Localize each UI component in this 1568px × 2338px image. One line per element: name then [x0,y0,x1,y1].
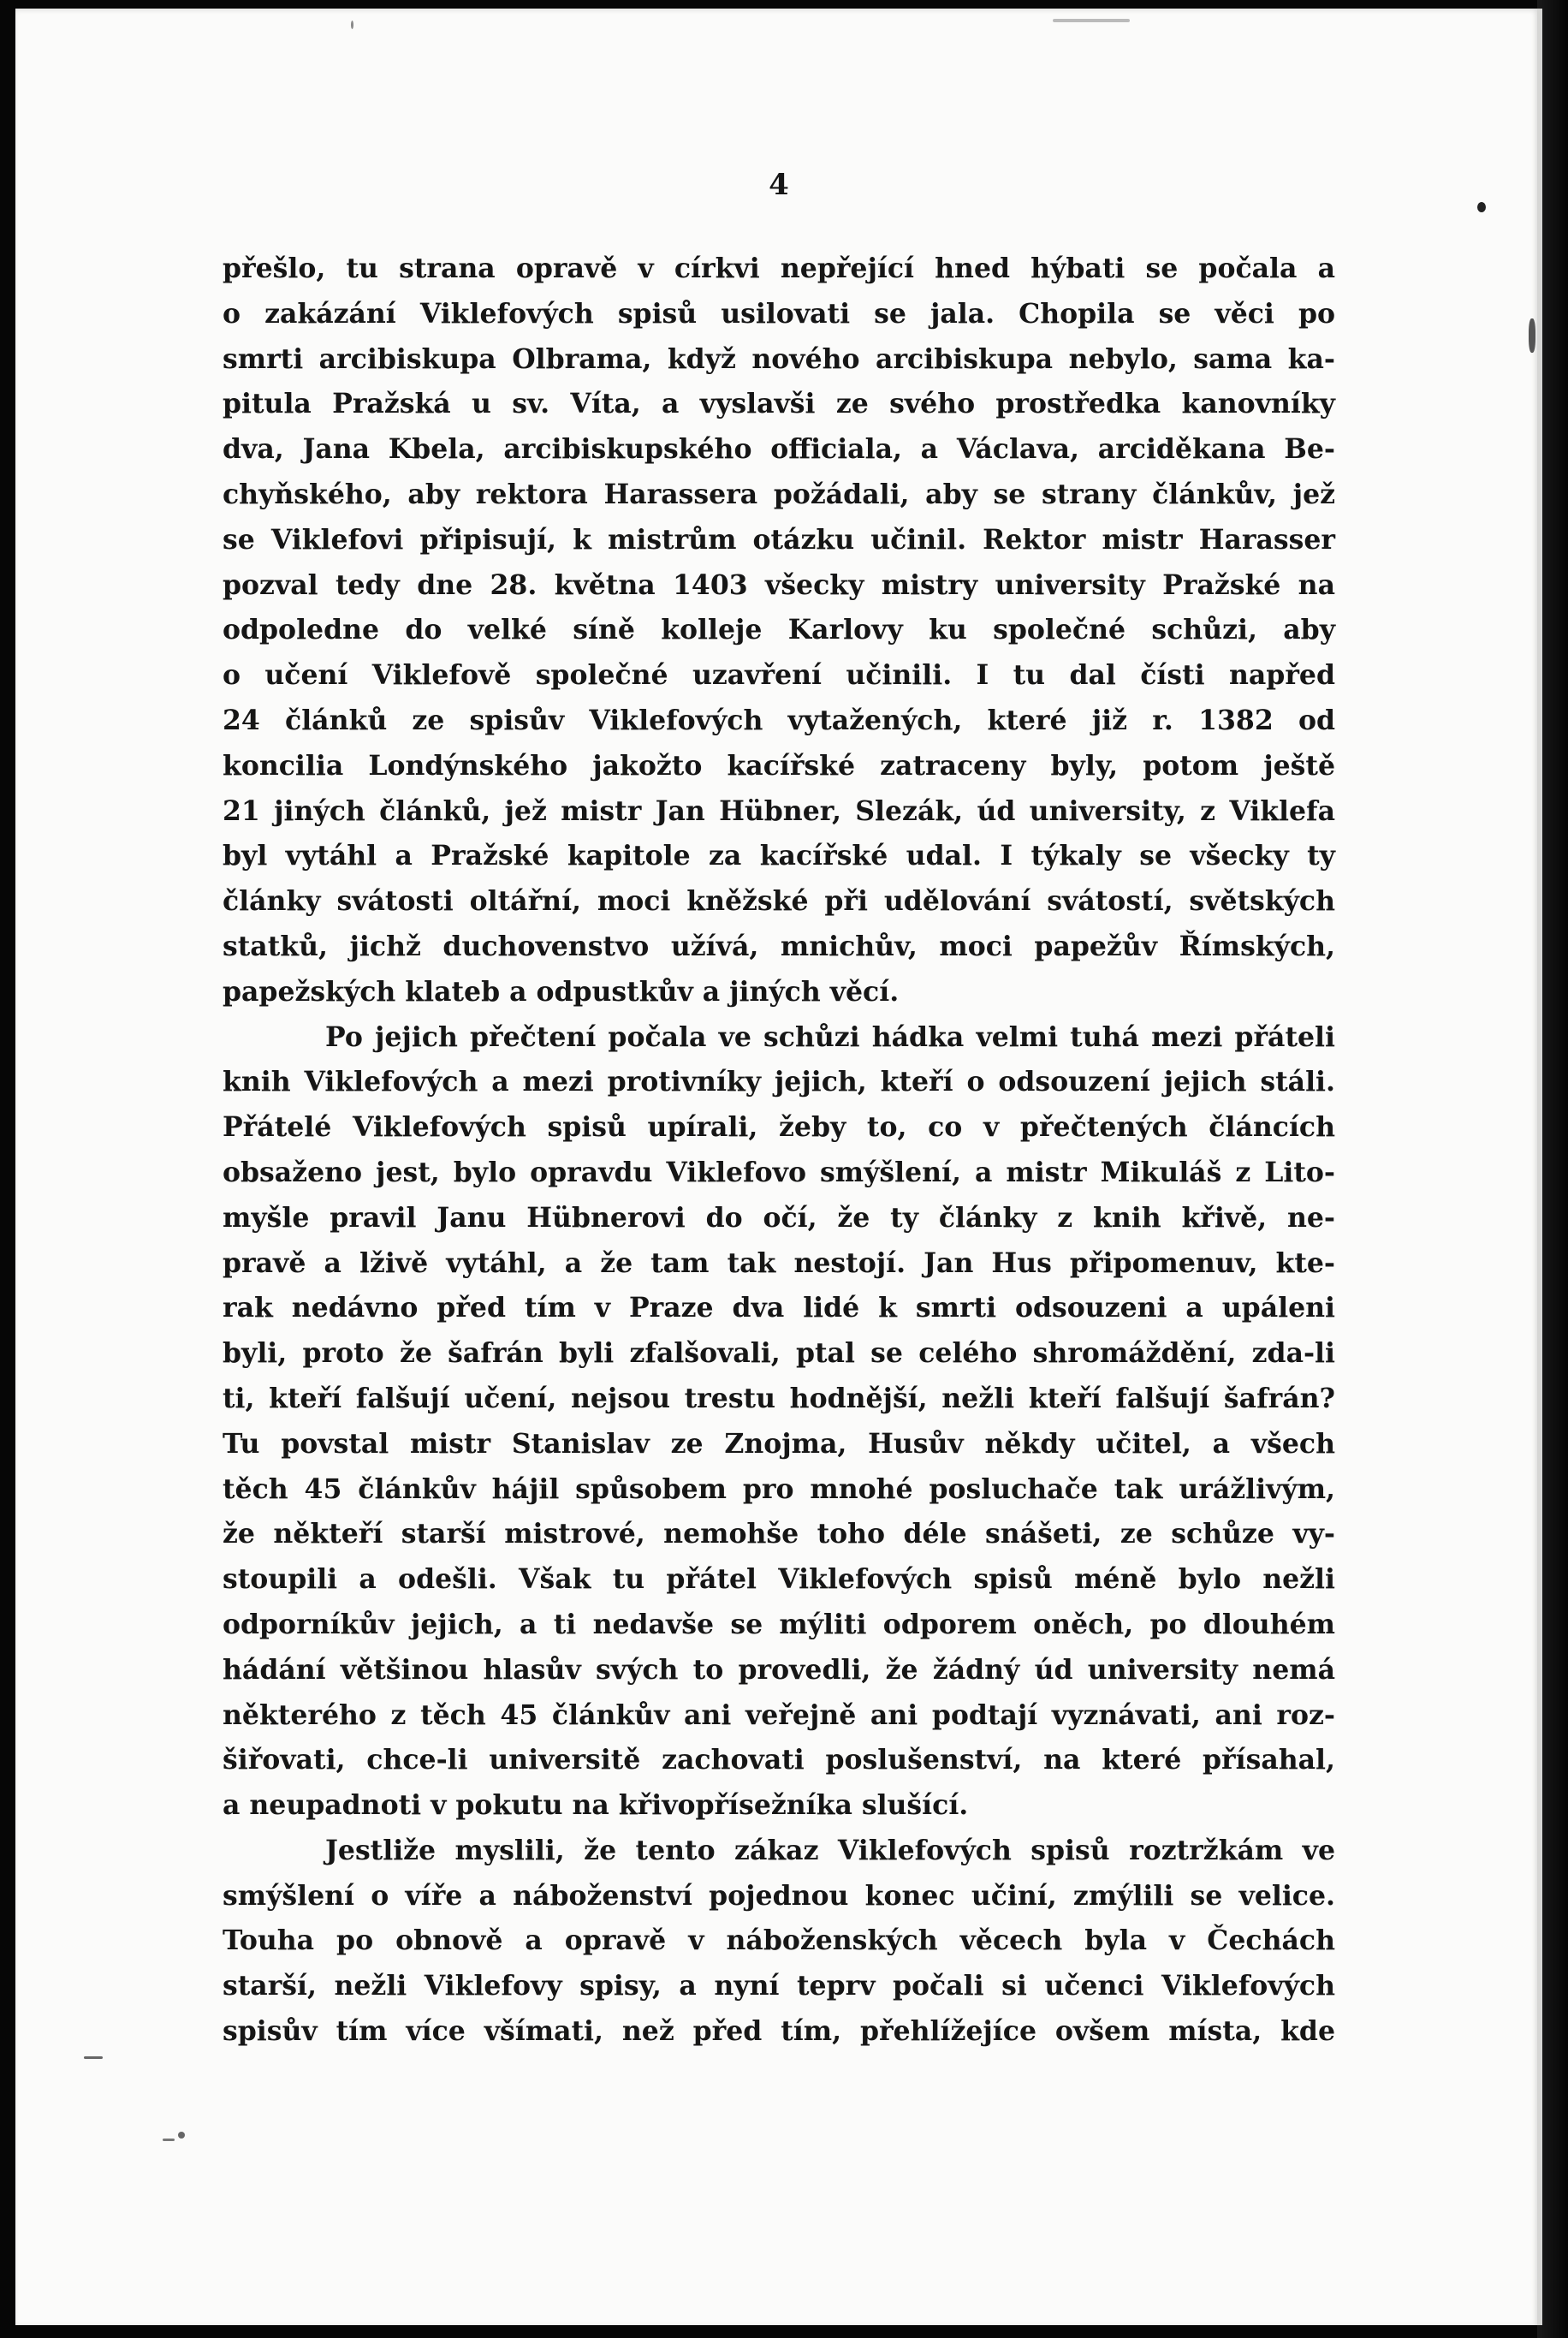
scan-speck [351,21,353,29]
text-line: 21 jiných článků, jež mistr Jan Hübner, Slezák, úd university, z Viklefa [223,794,1335,827]
text-line: 24 článků ze spisův Viklefových vytažených, které již r. 1382 od [223,704,1335,736]
text-line: stoupili a odešli. Však tu přátel Viklefových spisů méně bylo nežli [223,1563,1335,1596]
text-line: Přátelé Viklefových spisů upírali, žeby to, co v přečtených článcích [223,1111,1335,1144]
text-line: byli, proto že šafrán byli zfalšovali, ptal se celého shromáždění, zda-li [223,1337,1335,1370]
text-line: rak nedávno před tím v Praze dva lidé k smrti odsouzeni a upáleni [223,1292,1335,1324]
text-line: byl vytáhl a Pražské kapitole za kacířské udal. I týkaly se všecky ty [223,840,1335,872]
text-line: obsaženo jest, bylo opravdu Viklefovo smýšlení, a mistr Mikuláš z Lito- [223,1156,1335,1188]
text-line: hádání většinou hlasův svých to provedli, že žádný úd university nemá [223,1653,1335,1686]
text-line: těch 45 článkův hájil spůsobem pro mnohé posluchače tak urážlivým, [223,1472,1335,1505]
text-line: některého z těch 45 článkův ani veřejně ani podtají vyznávati, ani roz- [223,1698,1335,1731]
text-line: chyňského, aby rektora Harassera požádali, aby se strany článkův, jež [223,478,1335,510]
text-line: statků, jichž duchovenstvo užívá, mnichův, moci papežův Římských, [223,930,1335,962]
text-line: pitula Pražská u sv. Víta, a vyslavši ze svého prostředka kanovníky [223,388,1335,420]
text-line: o zakázání Viklefových spisů usilovati se jala. Chopila se věci po [223,297,1335,330]
text-line: že někteří starší mistrové, nemohše toho déle snášeti, ze schůze vy- [223,1518,1335,1550]
text-line: pravě a lživě vytáhl, a že tam tak nestojí. Jan Hus připomenuv, kte- [223,1246,1335,1279]
scan-speck [163,2139,175,2141]
text-line: papežských klateb a odpustkův a jiných věcí. [223,975,900,1008]
page-number: 4 [769,168,789,202]
text-line: Po jejich přečtení počala ve schůzi hádka velmi tuhá mezi přáteli [325,1020,1335,1053]
text-line: myšle pravil Janu Hübnerovi do očí, že ty články z knih křivě, ne- [223,1201,1335,1234]
paragraph-1 [223,247,1335,1015]
text-line: smýšlení o víře a náboženství pojednou konec učiní, zmýlili se velice. [223,1879,1335,1912]
text-line: dva, Jana Kbela, arcibiskupského officiala, a Václava, arciděkana Be- [223,433,1335,466]
text-line: knih Viklefových a mezi protivníky jejich, kteří o odsouzení jejich stáli. [223,1066,1335,1098]
scan-speck [178,2132,185,2139]
text-line: o učení Viklefově společné uzavření učinili. I tu dal čísti napřed [223,659,1335,692]
scan-speck [1477,202,1486,212]
text-line: se Viklefovi připisují, k mistrům otázku učinil. Rektor mistr Harasser [223,523,1335,556]
text-line: Jestliže myslili, že tento zákaz Viklefových spisů roztržkám ve [325,1834,1335,1866]
text-line: přešlo, tu strana opravě v církvi nepřející hned hýbati se počala a [223,253,1335,284]
text-line: ti, kteří falšují učení, nejsou trestu hodnější, nežli kteří falšují šafrán? [223,1382,1335,1414]
text-line: a neupadnoti v pokutu na křivopřísežníka slušící. [223,1789,969,1822]
text-line: články svátosti oltářní, moci kněžské při udělování svátostí, světských [223,885,1335,918]
text-line: spisův tím více všímati, než před tím, přehlížejíce ovšem místa, kde [223,2015,1335,2048]
text-line: Touha po obnově a opravě v náboženských věcech byla v Čechách [223,1925,1335,1957]
text-line: pozval tedy dne 28. května 1403 všecky mistry university Pražské na [223,568,1335,601]
scan-speck [1053,19,1130,22]
paragraph-3 [223,1829,1335,2055]
scan-speck [1529,318,1535,353]
body-text [223,247,1335,2055]
paragraph-2 [223,1015,1335,1829]
text-line: šiřovati, chce-li universitě zachovati poslušenství, na které přísahal, [223,1744,1335,1776]
text-line: smrti arcibiskupa Olbrama, když nového arcibiskupa nebylo, sama ka- [223,342,1335,375]
text-line: odporníkův jejich, a ti nedavše se mýliti odporem oněch, po dlouhém [223,1608,1335,1640]
text-line: Tu povstal mistr Stanislav ze Znojma, Husův někdy učitel, a všech [223,1427,1335,1460]
scan-speck [84,2056,103,2059]
text-line: koncilia Londýnského jakožto kacířské zatraceny byly, potom ještě [223,749,1335,782]
text-line: odpoledne do velké síně kolleje Karlovy ku společné schůzi, aby [223,614,1335,646]
text-line: starší, nežli Viklefovy spisy, a nyní teprv počali si učenci Viklefových [223,1970,1335,2002]
